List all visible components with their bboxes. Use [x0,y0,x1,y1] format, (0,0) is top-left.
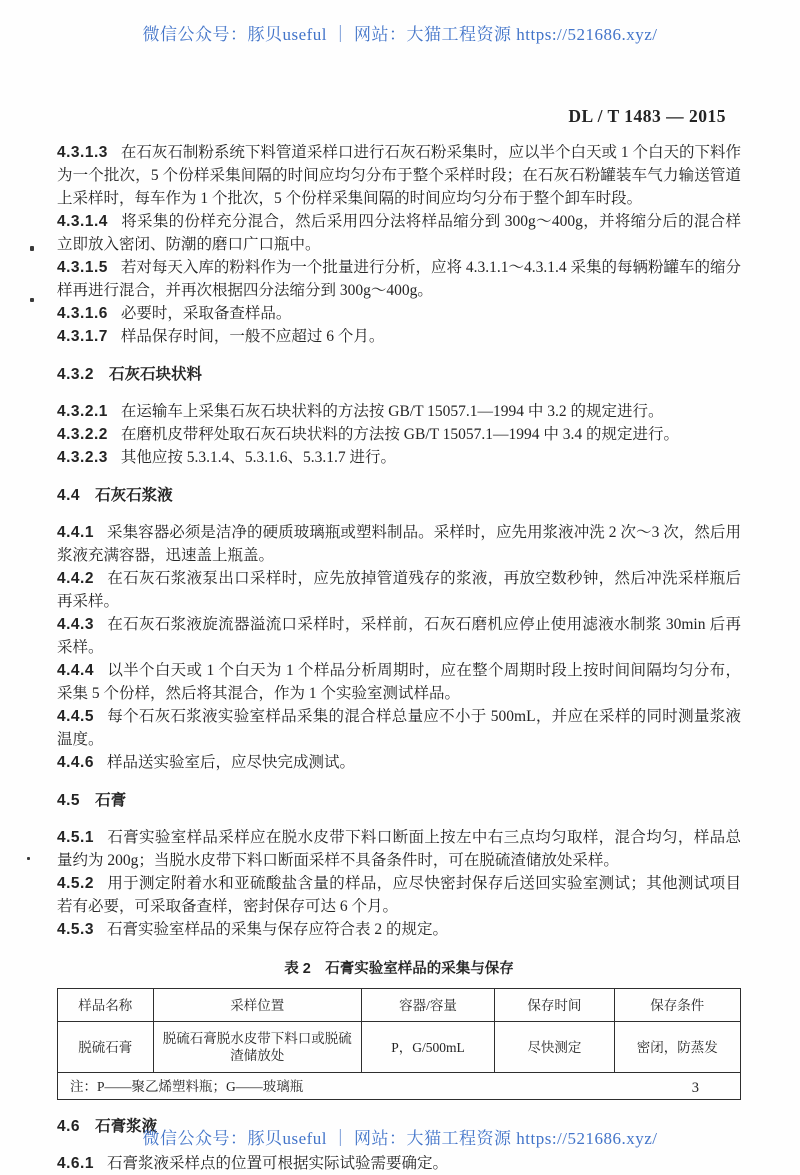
clause-4.3.1.5 [57,256,741,302]
clause-text: 石膏实验室样品采样应在脱水皮带下料口断面上按左中右三点均匀取样，混合均匀，样品总量约为 200g；当脱水皮带下料口断面采样不具备条件时，可在脱硫渣储放处采样。 [57,829,741,869]
clause-number: 4.3.1.4 [57,213,108,230]
table-caption: 表 2 石膏实验室样品的采集与保存 [284,961,514,977]
clause-number: 4.5.1 [57,829,94,846]
clause-number: 4.4.5 [57,708,94,725]
clause-text: 以半个白天或 1 个白天为 1 个样品分析周期时，应在整个周期时段上按时间间隔均匀分布，采集 5 个份样，然后将其混合，作为 1 个实验室测试样品。 [57,662,741,702]
section-heading-4.4 [57,484,741,507]
clause-number: 4.4.3 [57,616,94,633]
clause-4.3.2.2 [57,423,741,446]
clause-text: 石灰石块状料 [108,366,202,383]
table-row [58,1022,741,1073]
clause-4.5.2 [57,872,741,918]
clause-4.3.1.3 [57,141,741,210]
clause-number: 4.4.4 [57,662,94,679]
clauses-before-table [57,141,741,941]
clause-text: 样品送实验室后，应尽快完成测试。 [106,754,355,771]
scan-speck [30,298,34,302]
clause-text: 采集容器必须是洁净的硬质玻璃瓶或塑料制品。采样时，应先用浆液冲洗 2 次～3 次，然后用浆液充满容器，迅速盖上瓶盖。 [57,524,741,564]
clause-4.3.1.6 [57,302,741,325]
clause-number: 4.3.1.6 [57,305,108,322]
clause-number: 4.4.6 [57,754,94,771]
table-block [57,958,741,1100]
clause-number: 4.5.2 [57,875,94,892]
standard-number: DL / T 1483 — 2015 [568,106,726,126]
clause-text: 石膏 [95,792,127,809]
table-note: 注：P——聚乙烯塑料瓶；G——玻璃瓶 [58,1073,741,1100]
cell-container-capacity: P，G/500mL [361,1022,494,1073]
clause-text: 将采集的份样充分混合，然后采用四分法将样品缩分到 300g～400g，并将缩分后的混合样立即放入密闭、防潮的磨口广口瓶中。 [57,213,741,253]
clause-4.4.6 [57,751,741,774]
clause-text: 每个石灰石浆液实验室样品采集的混合样总量应不小于 500mL，并应在采样的同时测量浆液温度。 [57,708,741,748]
clause-text: 在运输车上采集石灰石块状料的方法按 GB/T 15057.1—1994 中 3.2 的规定进行。 [120,403,664,420]
clause-text: 在石灰石浆液旋流器溢流口采样时，采样前，石灰石磨机应停止使用滤液水制浆 30min 后再采样。 [57,616,741,656]
clause-number: 4.3.2.2 [57,426,108,443]
cell-sampling-location: 脱硫石膏脱水皮带下料口或脱硫渣储放处 [153,1022,361,1073]
section-heading-4.3.2 [57,363,741,386]
clause-number: 4.6.1 [57,1155,94,1172]
clause-text: 石膏实验室样品的采集与保存应符合表 2 的规定。 [106,921,448,938]
clause-text: 石膏浆液采样点的位置可根据实际试验需要确定。 [106,1155,448,1172]
clause-4.4.2 [57,567,741,613]
clause-4.4.5 [57,705,741,751]
clause-number: 4.3.2.1 [57,403,108,420]
table-note-row [58,1073,741,1100]
clause-number: 4.3.1.3 [57,144,108,161]
watermark-top: 微信公众号：豚贝useful ｜ 网站：大猫工程资源 https://521686.xyz/ [142,25,658,44]
col-header-storage-time: 保存时间 [495,989,615,1022]
clause-text: 用于测定附着水和亚硫酸盐含量的样品，应尽快密封保存后送回实验室测试；其他测试项目若有必要，可采取备查样，密封保存可达 6 个月。 [57,875,741,915]
clause-text: 其他应按 5.3.1.4、5.3.1.6、5.3.1.7 进行。 [120,449,397,466]
scan-speck [30,246,34,251]
clause-4.4.4 [57,659,741,705]
clause-text: 在石灰石制粉系统下料管道采样口进行石灰石粉采集时，应以半个白天或 1 个白天的下料作为一个批次，5 个份样采集间隔的时间应均匀分布于整个采样时段；在石灰石粉罐装车气力输送管道上采样时，每车作为 1 个批次，5 个份样采集间隔的时间应均匀分布于整个卸车时段。 [57,144,741,207]
col-header-sample-name: 样品名称 [58,989,154,1022]
clause-4.3.2.1 [57,400,741,423]
col-header-container-capacity: 容器/容量 [361,989,494,1022]
watermark-bottom: 微信公众号：豚贝useful ｜ 网站：大猫工程资源 https://521686.xyz/ [142,1129,658,1148]
clause-number: 4.4.1 [57,524,94,541]
clause-number: 4.5 [57,792,81,809]
clause-text: 样品保存时间，一般不应超过 6 个月。 [120,328,385,345]
clause-4.4.1 [57,521,741,567]
col-header-storage-condition: 保存条件 [614,989,740,1022]
clause-number: 4.5.3 [57,921,94,938]
section-heading-4.5 [57,789,741,812]
clause-number: 4.4.2 [57,570,94,587]
document-body [57,141,741,1175]
clause-text: 在石灰石浆液泵出口采样时，应先放掉管道残存的浆液，再放空数秒钟，然后冲洗采样瓶后再采样。 [57,570,741,610]
clause-number: 4.3.2 [57,366,94,383]
col-header-sampling-location: 采样位置 [153,989,361,1022]
cell-storage-condition: 密闭，防蒸发 [614,1022,740,1073]
cell-sample-name: 脱硫石膏 [58,1022,154,1073]
clause-4.3.1.4 [57,210,741,256]
clause-text: 若对每天入库的粉料作为一个批量进行分析，应将 4.3.1.1～4.3.1.4 采集的每辆粉罐车的缩分样再进行混合，并再次根据四分法缩分到 300g～400g。 [57,259,741,299]
clause-4.5.1 [57,826,741,872]
clause-text: 必要时，采取备查样品。 [120,305,292,322]
clause-number: 4.3.2.3 [57,449,108,466]
clause-4.4.3 [57,613,741,659]
clause-4.6.1 [57,1152,741,1175]
gypsum-sample-table [57,988,741,1100]
clause-number: 4.3.1.5 [57,259,108,276]
table-header-row [58,989,741,1022]
page-number: 3 [691,1080,699,1096]
clause-text: 石膏浆液 [95,1118,158,1135]
clause-4.5.3 [57,918,741,941]
clause-4.3.1.7 [57,325,741,348]
scan-speck [27,857,30,860]
clause-number: 4.4 [57,487,81,504]
clause-number: 4.6 [57,1118,81,1135]
clause-text: 在磨机皮带秤处取石灰石块状料的方法按 GB/T 15057.1—1994 中 3.4 的规定进行。 [120,426,680,443]
clause-number: 4.3.1.7 [57,328,108,345]
clause-4.3.2.3 [57,446,741,469]
clause-text: 石灰石浆液 [95,487,173,504]
cell-storage-time: 尽快测定 [495,1022,615,1073]
